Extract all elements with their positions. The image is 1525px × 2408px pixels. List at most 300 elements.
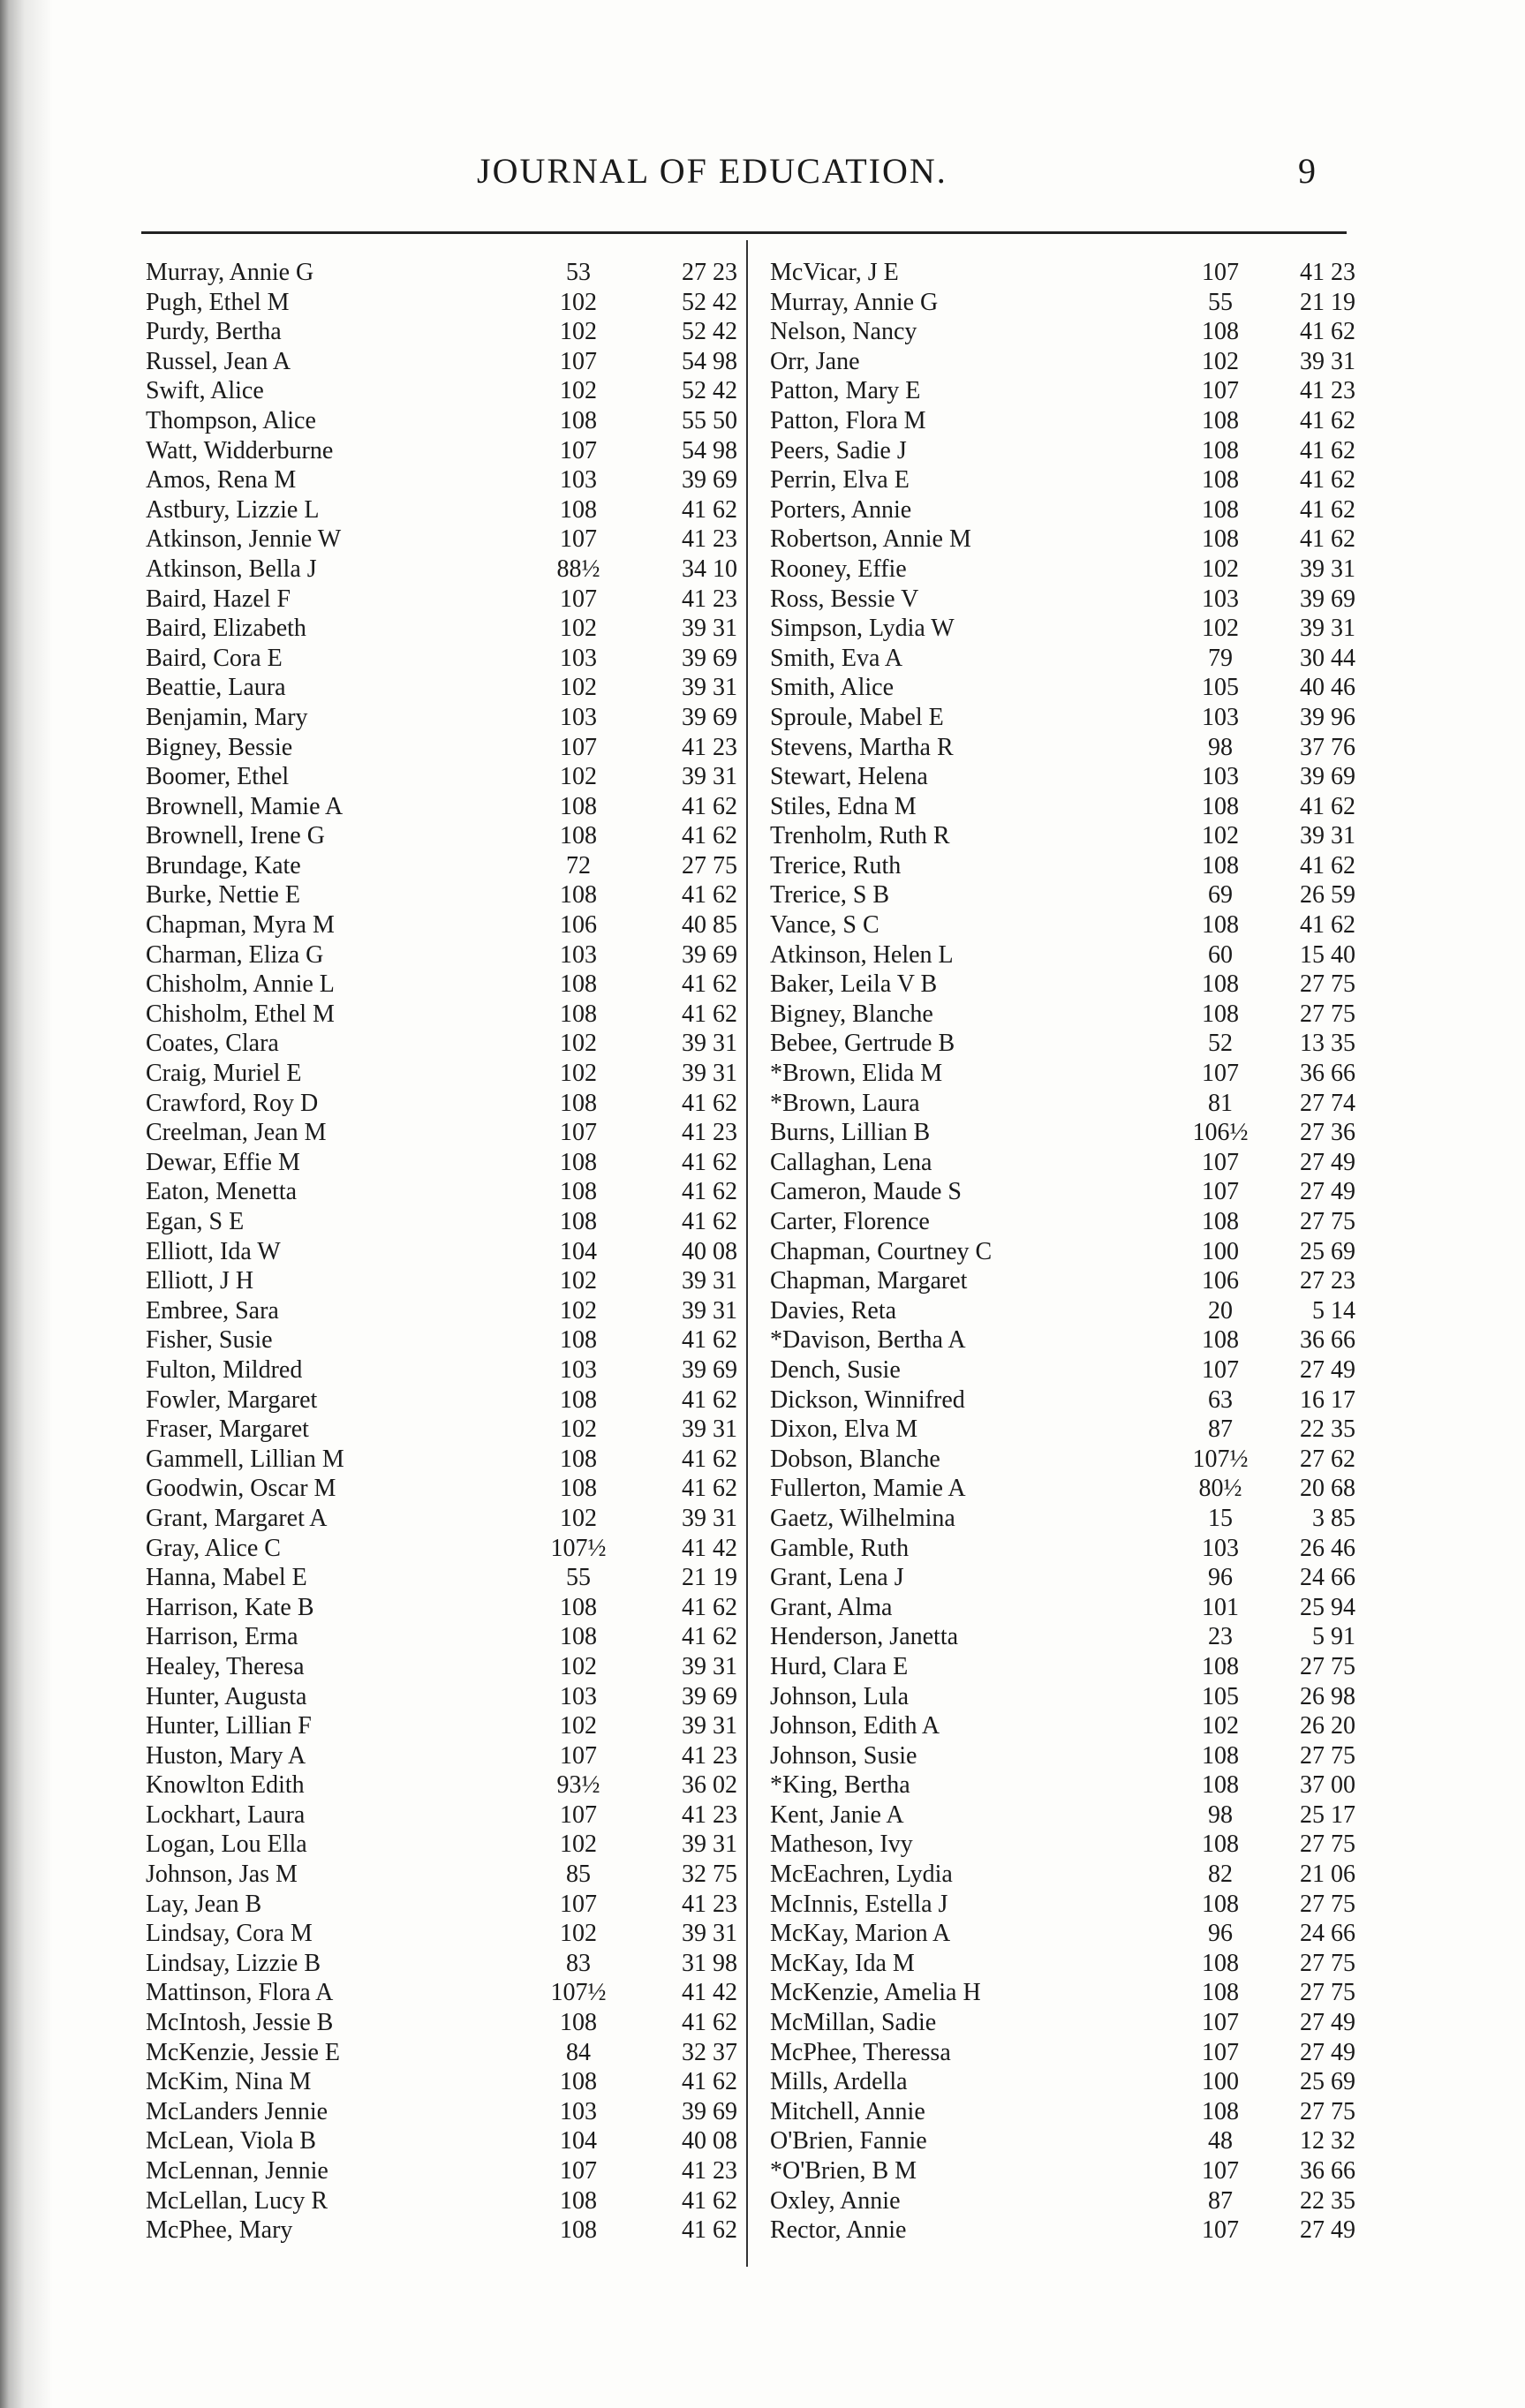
amount-value: 41 62: [1300, 436, 1355, 464]
list-row: [770, 1919, 1353, 1949]
days-value: 108: [1202, 1771, 1239, 1800]
teacher-name: McKim, Nina M: [146, 2068, 312, 2096]
left-column: [146, 258, 737, 2246]
teacher-name: Vance, S C: [770, 911, 880, 940]
amount-value: 39 69: [682, 703, 737, 731]
days-value: 103: [560, 1355, 597, 1384]
days-value: 107: [560, 2157, 597, 2185]
teacher-name: McLean, Viola B: [146, 2127, 316, 2155]
teacher-name: Lockhart, Laura: [146, 1800, 306, 1829]
list-row: [770, 1949, 1353, 1979]
days-value: 87: [1208, 1415, 1233, 1444]
teacher-name: Chapman, Myra M: [146, 911, 335, 940]
list-row: [770, 2038, 1353, 2068]
list-row: [146, 673, 737, 703]
amount-value: 39 69: [682, 644, 737, 672]
amount-value: 41 62: [682, 792, 737, 820]
list-row: [770, 1860, 1353, 1890]
list-row: [146, 1534, 737, 1564]
teacher-name: McLanders Jennie: [146, 2097, 328, 2125]
teacher-name: Murray, Annie G: [146, 259, 314, 286]
amount-value: 41 62: [682, 1178, 737, 1206]
list-row: [146, 940, 737, 970]
list-row: [146, 525, 737, 555]
amount-value: 27 75: [1300, 1208, 1355, 1235]
teacher-name: Brundage, Kate: [146, 851, 301, 879]
amount-value: 41 62: [682, 1475, 737, 1503]
amount-value: 26 59: [1300, 881, 1355, 910]
amount-value: 41 62: [1300, 851, 1355, 879]
days-value: 102: [560, 377, 597, 405]
amount-value: 41 62: [682, 1000, 737, 1028]
teacher-name: Ross, Bessie V: [770, 585, 919, 613]
days-value: 103: [560, 466, 597, 494]
days-value: 108: [1202, 851, 1239, 879]
days-value: 102: [560, 288, 597, 316]
teacher-name: *Davison, Bertha A: [770, 1326, 966, 1355]
list-row: [146, 1563, 737, 1593]
amount-value: 41 62: [1300, 466, 1355, 494]
amount-value: 41 62: [682, 495, 737, 524]
amount-value: 41 62: [682, 1385, 737, 1414]
days-value: 103: [560, 2097, 597, 2125]
teacher-name: Bigney, Blanche: [770, 1000, 933, 1028]
days-value: 108: [560, 1475, 597, 1503]
days-value: 107½: [550, 1979, 607, 2007]
list-row: [146, 1919, 737, 1949]
teacher-name: Davies, Reta: [770, 1296, 897, 1325]
days-value: 20: [1208, 1296, 1233, 1325]
list-row: [770, 317, 1353, 347]
days-value: 108: [1202, 1831, 1239, 1859]
list-row: [770, 1830, 1353, 1860]
amount-value: 37 00: [1300, 1771, 1355, 1800]
teacher-name: Hunter, Lillian F: [146, 1712, 312, 1740]
teacher-name: Fulton, Mildred: [146, 1355, 303, 1384]
page-binding-edge: [0, 0, 53, 2408]
list-row: [146, 1445, 737, 1475]
amount-value: 13 35: [1300, 1030, 1355, 1058]
list-row: [146, 1593, 737, 1623]
list-row: [770, 1711, 1353, 1741]
teacher-name: McKay, Marion A: [770, 1920, 951, 1948]
list-row: [146, 1890, 737, 1920]
teacher-name: Dickson, Winnifred: [770, 1385, 965, 1414]
teacher-name: Eaton, Menetta: [146, 1178, 298, 1206]
amount-value: 3 85: [1312, 1504, 1355, 1532]
amount-value: 26 98: [1300, 1682, 1355, 1710]
amount-value: 40 85: [682, 911, 737, 940]
teacher-name: Baird, Hazel F: [146, 585, 291, 613]
days-value: 102: [560, 1504, 597, 1532]
teacher-name: Johnson, Lula: [770, 1682, 910, 1710]
days-value: 84: [566, 2038, 591, 2066]
teacher-name: Matheson, Ivy: [770, 1831, 913, 1859]
days-value: 107: [560, 525, 597, 554]
list-row: [770, 2126, 1353, 2156]
list-row: [146, 495, 737, 525]
amount-value: 39 31: [682, 1060, 737, 1088]
teacher-name: Chisholm, Annie L: [146, 970, 335, 999]
list-row: [146, 1622, 737, 1652]
days-value: 102: [560, 674, 597, 702]
days-value: 72: [566, 851, 591, 879]
days-value: 108: [1202, 525, 1239, 554]
amount-value: 27 49: [1300, 2009, 1355, 2037]
amount-value: 39 69: [682, 940, 737, 969]
teacher-name: Dewar, Effie M: [146, 1148, 300, 1176]
list-row: [146, 614, 737, 644]
teacher-name: Grant, Margaret A: [146, 1504, 328, 1532]
list-row: [770, 258, 1353, 288]
teacher-name: Chisholm, Ethel M: [146, 1000, 335, 1028]
list-row: [770, 792, 1353, 822]
teacher-name: Logan, Lou Ella: [146, 1831, 307, 1859]
days-value: 100: [1202, 2068, 1239, 2096]
days-value: 60: [1208, 940, 1233, 969]
days-value: 108: [1202, 792, 1239, 820]
days-value: 53: [566, 259, 591, 286]
list-row: [770, 1445, 1353, 1475]
days-value: 108: [1202, 1979, 1239, 2007]
amount-value: 22 35: [1300, 2186, 1355, 2215]
days-value: 108: [560, 2068, 597, 2096]
list-row: [146, 585, 737, 615]
amount-value: 27 75: [1300, 1831, 1355, 1859]
amount-value: 41 62: [1300, 318, 1355, 346]
days-value: 98: [1208, 1800, 1233, 1829]
list-row: [146, 733, 737, 763]
days-value: 48: [1208, 2127, 1233, 2155]
teacher-name: Harrison, Kate B: [146, 1593, 314, 1621]
amount-value: 27 49: [1300, 1355, 1355, 1384]
amount-value: 40 08: [682, 2127, 737, 2155]
list-row: [770, 2186, 1353, 2216]
teacher-name: Fraser, Margaret: [146, 1415, 309, 1444]
amount-value: 39 69: [1300, 585, 1355, 613]
teacher-name: Astbury, Lizzie L: [146, 495, 320, 524]
list-row: [770, 1474, 1353, 1504]
amount-value: 39 31: [682, 674, 737, 702]
amount-value: 39 31: [682, 1030, 737, 1058]
amount-value: 27 75: [1300, 1000, 1355, 1028]
teacher-name: Smith, Eva A: [770, 644, 903, 672]
days-value: 108: [1202, 970, 1239, 999]
days-value: 107: [560, 1890, 597, 1918]
list-row: [146, 2156, 737, 2186]
days-value: 98: [1208, 733, 1233, 761]
days-value: 108: [560, 2009, 597, 2037]
days-value: 103: [560, 940, 597, 969]
teacher-name: Baird, Cora E: [146, 644, 283, 672]
amount-value: 32 37: [682, 2038, 737, 2066]
days-value: 101: [1202, 1593, 1239, 1621]
days-value: 103: [560, 1682, 597, 1710]
teacher-name: Watt, Widderburne: [146, 436, 334, 464]
list-row: [146, 2038, 737, 2068]
amount-value: 24 66: [1300, 1564, 1355, 1592]
teacher-name: Baker, Leila V B: [770, 970, 938, 999]
amount-value: 41 62: [682, 1445, 737, 1473]
days-value: 106: [1202, 1267, 1239, 1295]
days-value: 108: [560, 1593, 597, 1621]
list-row: [146, 2126, 737, 2156]
amount-value: 12 32: [1300, 2127, 1355, 2155]
days-value: 69: [1208, 881, 1233, 910]
teacher-name: *King, Bertha: [770, 1771, 910, 1800]
amount-value: 22 35: [1300, 1415, 1355, 1444]
teacher-name: Chapman, Margaret: [770, 1267, 968, 1295]
list-row: [146, 1949, 737, 1979]
list-row: [146, 258, 737, 288]
amount-value: 41 62: [1300, 406, 1355, 434]
amount-value: 27 75: [1300, 1949, 1355, 1977]
teacher-name: Burke, Nettie E: [146, 881, 300, 910]
days-value: 96: [1208, 1564, 1233, 1592]
list-row: [146, 1325, 737, 1355]
teacher-name: McVicar, J E: [770, 259, 899, 286]
list-row: [146, 851, 737, 881]
days-value: 55: [566, 1564, 591, 1592]
teacher-name: Embree, Sara: [146, 1296, 279, 1325]
amount-value: 39 31: [682, 1415, 737, 1444]
days-value: 108: [560, 2216, 597, 2245]
amount-value: 30 44: [1300, 644, 1355, 672]
days-value: 108: [560, 1623, 597, 1651]
teacher-name: Simpson, Lydia W: [770, 615, 955, 643]
list-row: [146, 1059, 737, 1089]
teacher-name: Creelman, Jean M: [146, 1119, 327, 1147]
amount-value: 41 23: [682, 525, 737, 554]
teacher-name: Dench, Susie: [770, 1355, 901, 1384]
amount-value: 54 98: [682, 436, 737, 464]
list-row: [770, 644, 1353, 674]
list-row: [770, 436, 1353, 466]
days-value: 108: [560, 1148, 597, 1176]
amount-value: 36 66: [1300, 1060, 1355, 1088]
amount-value: 41 23: [682, 585, 737, 613]
amount-value: 41 42: [682, 1979, 737, 2007]
teacher-name: Huston, Mary A: [146, 1741, 306, 1770]
teacher-name: Gamble, Ruth: [770, 1534, 910, 1562]
teacher-name: Gaetz, Wilhelmina: [770, 1504, 955, 1532]
list-row: [146, 2067, 737, 2097]
list-row: [770, 406, 1353, 436]
list-row: [146, 555, 737, 585]
teacher-name: Carter, Florence: [770, 1208, 930, 1235]
teacher-name: McInnis, Estella J: [770, 1890, 948, 1918]
list-row: [146, 376, 737, 406]
days-value: 107: [1202, 1148, 1239, 1176]
list-row: [770, 1177, 1353, 1207]
list-row: [770, 1355, 1353, 1385]
teacher-name: Charman, Eliza G: [146, 940, 324, 969]
days-value: 107: [560, 1800, 597, 1829]
days-value: 102: [1202, 347, 1239, 375]
days-value: 107: [560, 585, 597, 613]
days-value: 107: [560, 733, 597, 761]
amount-value: 21 19: [1300, 288, 1355, 316]
teacher-name: Johnson, Jas M: [146, 1861, 298, 1889]
list-row: [770, 1741, 1353, 1771]
list-row: [146, 1296, 737, 1326]
teacher-name: Burns, Lillian B: [770, 1119, 931, 1147]
list-row: [146, 1474, 737, 1504]
days-value: 105: [1202, 674, 1239, 702]
days-value: 107: [1202, 2216, 1239, 2245]
teacher-name: Smith, Alice: [770, 674, 894, 702]
amount-value: 34 10: [682, 555, 737, 583]
days-value: 107½: [1192, 1445, 1249, 1473]
teacher-name: McLellan, Lucy R: [146, 2186, 328, 2215]
days-value: 88½: [556, 555, 600, 583]
teacher-name: Lindsay, Cora M: [146, 1920, 313, 1948]
list-row: [770, 1207, 1353, 1237]
amount-value: 27 23: [1300, 1267, 1355, 1295]
list-row: [146, 347, 737, 377]
teacher-name: Russel, Jean A: [146, 347, 291, 375]
amount-value: 41 62: [682, 2009, 737, 2037]
amount-value: 41 62: [682, 881, 737, 910]
amount-value: 40 08: [682, 1237, 737, 1265]
amount-value: 41 62: [682, 1623, 737, 1651]
list-row: [770, 880, 1353, 910]
days-value: 102: [560, 1296, 597, 1325]
list-row: [770, 1800, 1353, 1831]
amount-value: 41 62: [1300, 792, 1355, 820]
list-row: [146, 1385, 737, 1415]
amount-value: 41 62: [1300, 525, 1355, 554]
teacher-name: Healey, Theresa: [146, 1652, 305, 1680]
teacher-name: Thompson, Alice: [146, 406, 316, 434]
days-value: 107½: [550, 1534, 607, 1562]
days-value: 63: [1208, 1385, 1233, 1414]
list-row: [770, 614, 1353, 644]
teacher-name: McKenzie, Jessie E: [146, 2038, 341, 2066]
days-value: 108: [1202, 318, 1239, 346]
list-row: [770, 465, 1353, 495]
amount-value: 39 31: [682, 1504, 737, 1532]
list-row: [770, 2067, 1353, 2097]
days-value: 108: [1202, 911, 1239, 940]
teacher-name: Dixon, Elva M: [770, 1415, 918, 1444]
days-value: 102: [560, 1712, 597, 1740]
list-row: [770, 762, 1353, 792]
days-value: 108: [1202, 1326, 1239, 1355]
amount-value: 41 23: [682, 2157, 737, 2185]
days-value: 108: [560, 792, 597, 820]
amount-value: 39 69: [1300, 763, 1355, 791]
teacher-name: Baird, Elizabeth: [146, 615, 306, 643]
list-row: [770, 1059, 1353, 1089]
amount-value: 27 74: [1300, 1089, 1355, 1117]
teacher-name: Fullerton, Mamie A: [770, 1475, 966, 1503]
teacher-name: Purdy, Bertha: [146, 318, 282, 346]
amount-value: 27 49: [1300, 1148, 1355, 1176]
days-value: 102: [1202, 555, 1239, 583]
teacher-name: *Brown, Elida M: [770, 1060, 943, 1088]
list-row: [770, 1770, 1353, 1800]
amount-value: 41 62: [682, 1148, 737, 1176]
teacher-name: Oxley, Annie: [770, 2186, 901, 2215]
page-header: [0, 150, 1525, 203]
list-row: [770, 288, 1353, 318]
days-value: 83: [566, 1949, 591, 1977]
days-value: 55: [1208, 288, 1233, 316]
days-value: 102: [560, 1831, 597, 1859]
amount-value: 52 42: [682, 288, 737, 316]
amount-value: 39 31: [1300, 615, 1355, 643]
teacher-name: Bigney, Bessie: [146, 733, 293, 761]
days-value: 106½: [1192, 1119, 1249, 1147]
list-row: [770, 2008, 1353, 2038]
amount-value: 39 31: [682, 1831, 737, 1859]
days-value: 108: [560, 822, 597, 850]
amount-value: 41 23: [1300, 377, 1355, 405]
teacher-name: Harrison, Erma: [146, 1623, 298, 1651]
amount-value: 20 68: [1300, 1475, 1355, 1503]
days-value: 103: [1202, 763, 1239, 791]
days-value: 81: [1208, 1089, 1233, 1117]
amount-value: 52 42: [682, 318, 737, 346]
days-value: 102: [560, 763, 597, 791]
days-value: 103: [560, 644, 597, 672]
teacher-name: Amos, Rena M: [146, 466, 297, 494]
days-value: 108: [560, 406, 597, 434]
days-value: 15: [1208, 1504, 1233, 1532]
list-row: [146, 1978, 737, 2008]
list-row: [146, 1029, 737, 1059]
teacher-name: Callaghan, Lena: [770, 1148, 932, 1176]
days-value: 108: [560, 1000, 597, 1028]
days-value: 107: [1202, 259, 1239, 286]
amount-value: 27 75: [1300, 1979, 1355, 2007]
list-row: [770, 376, 1353, 406]
teacher-name: Peers, Sadie J: [770, 436, 907, 464]
list-row: [770, 851, 1353, 881]
amount-value: 39 31: [682, 1712, 737, 1740]
list-row: [770, 673, 1353, 703]
list-row: [146, 792, 737, 822]
days-value: 108: [1202, 1208, 1239, 1235]
days-value: 23: [1208, 1623, 1233, 1651]
list-row: [770, 1593, 1353, 1623]
list-row: [770, 910, 1353, 940]
teacher-name: Lay, Jean B: [146, 1890, 262, 1918]
list-row: [770, 1622, 1353, 1652]
amount-value: 27 36: [1300, 1119, 1355, 1147]
teacher-name: McMillan, Sadie: [770, 2009, 937, 2037]
days-value: 108: [1202, 1652, 1239, 1680]
amount-value: 39 31: [1300, 822, 1355, 850]
list-row: [770, 2097, 1353, 2127]
days-value: 108: [1202, 1000, 1239, 1028]
days-value: 108: [1202, 2097, 1239, 2125]
list-row: [146, 2216, 737, 2246]
teacher-name: *Brown, Laura: [770, 1089, 920, 1117]
days-value: 93½: [556, 1771, 600, 1800]
days-value: 107: [1202, 2157, 1239, 2185]
days-value: 103: [1202, 1534, 1239, 1562]
teacher-name: Bebee, Gertrude B: [770, 1030, 955, 1058]
teacher-name: Stiles, Edna M: [770, 792, 917, 820]
teacher-name: Sproule, Mabel E: [770, 703, 944, 731]
teacher-name: McPhee, Theressa: [770, 2038, 951, 2066]
amount-value: 40 46: [1300, 674, 1355, 702]
teacher-name: *O'Brien, B M: [770, 2157, 917, 2185]
amount-value: 39 31: [1300, 555, 1355, 583]
teacher-name: Atkinson, Jennie W: [146, 525, 342, 554]
